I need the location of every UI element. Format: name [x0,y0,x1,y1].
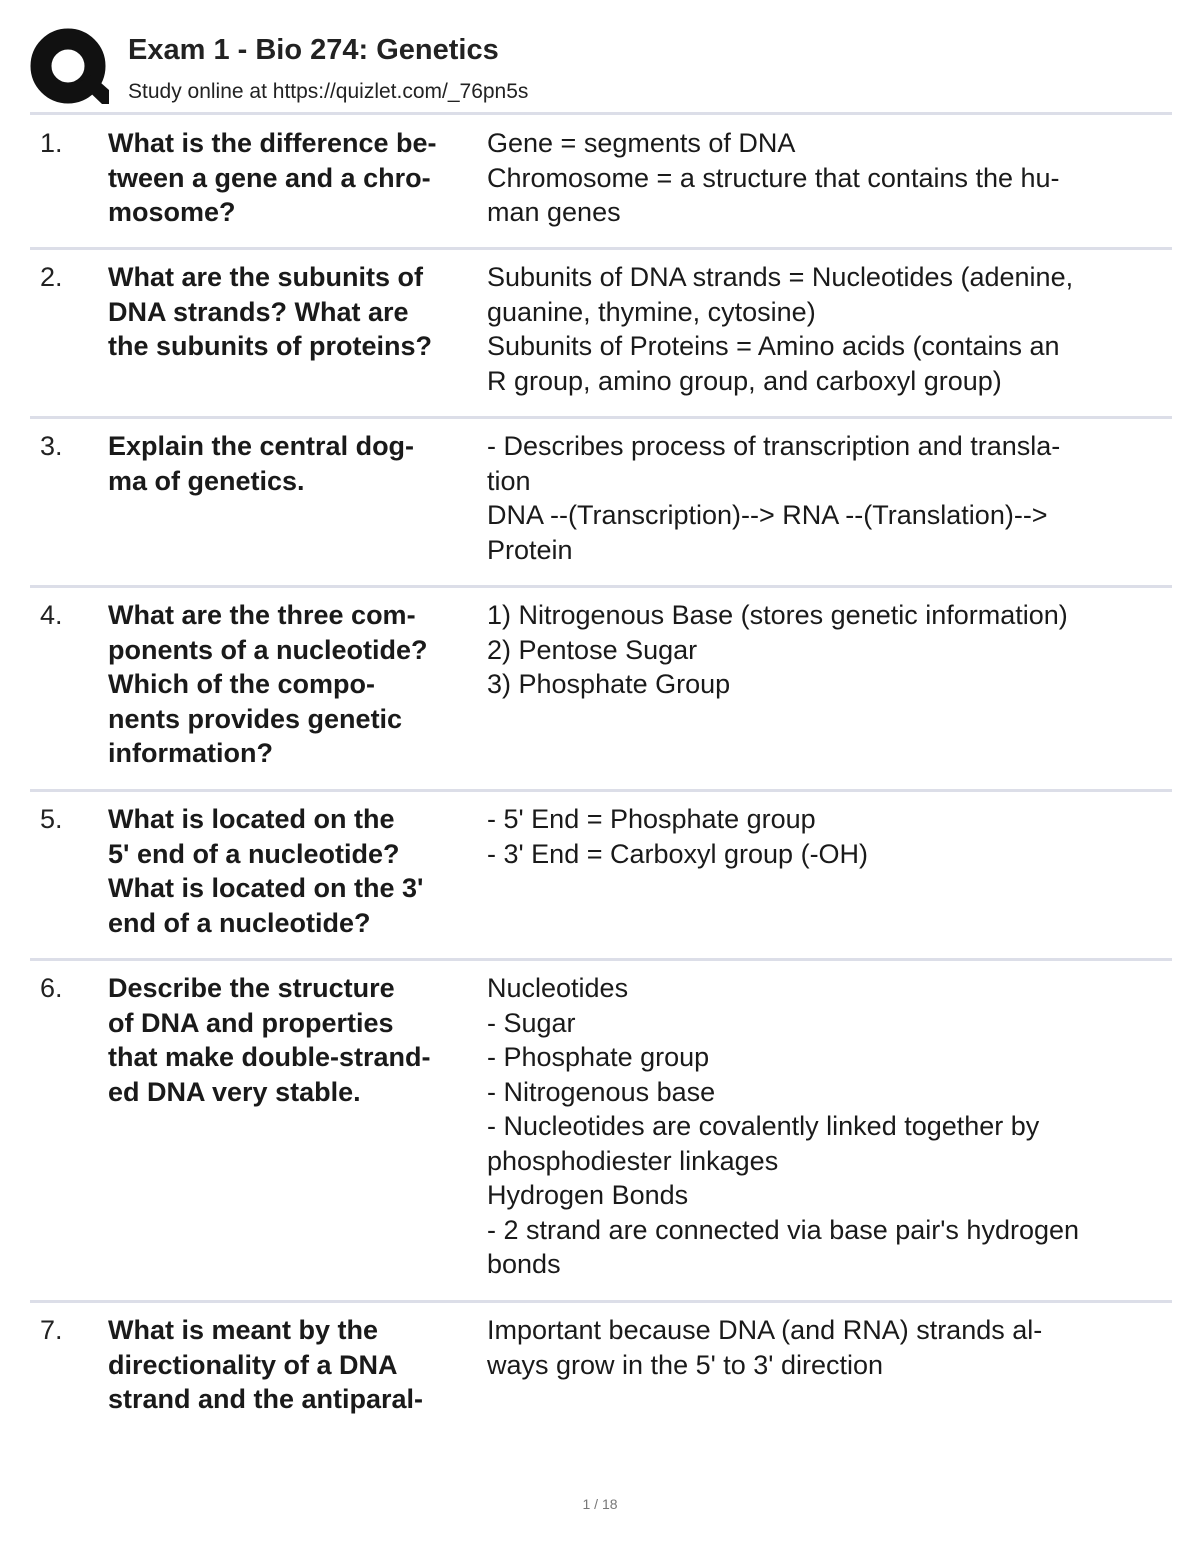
flashcard-row [30,1313,1172,1423]
term-line: tween a gene and a chro- [108,162,431,193]
definition-line: - 5' End = Phosphate group [487,804,816,834]
term-line: mosome? [108,197,236,227]
definition-line: DNA --(Transcription)--> RNA --(Translation)--> [487,500,1048,530]
term-line: strand and the antiparal- [108,1384,424,1414]
definition-line: Important because DNA (and RNA) strands al- [487,1315,1043,1345]
definition-line: Nucleotides [487,973,629,1003]
term-line: ponents of a nucleotide? [108,634,428,665]
term-line: information? [108,738,273,768]
definition-line: - Phosphate group [487,1042,710,1072]
term-line: What is located on the [108,804,395,834]
definition-line: Protein [487,534,573,565]
definition-line: R group, amino group, and carboxyl group) [487,365,1002,396]
card-term [108,260,480,364]
card-term [108,1313,480,1417]
card-definition [487,971,1177,1282]
quizlet-logo-icon [30,28,110,108]
flashcard-row [30,429,1172,588]
term-line: What is located on the 3' [108,873,424,903]
term-line: ma of genetics. [108,465,305,496]
card-definition [487,802,1177,871]
card-number: 4. [40,600,63,630]
term-line: What is meant by the [108,1315,379,1345]
card-number: 7. [40,1315,63,1345]
term-line: What are the three com- [108,600,416,630]
card-term [108,802,480,940]
term-line: DNA strands? What are [108,296,409,327]
definition-line: 3) Phosphate Group [487,669,731,699]
definition-line: - Nucleotides are covalently linked together by [487,1111,1040,1141]
flashcard-row [30,598,1172,792]
definition-line: - Sugar [487,1007,576,1038]
card-number: 2. [40,262,63,292]
header-divider [30,112,1172,115]
definition-line: 1) Nitrogenous Base (stores genetic information) [487,600,1068,630]
term-line: Describe the structure [108,973,395,1003]
card-term [108,971,480,1109]
term-line: nents provides genetic [108,703,403,734]
document-subtitle: Study online at https://quizlet.com/_76pn5s [128,80,529,103]
card-definition [487,260,1177,398]
card-definition [487,598,1177,702]
definition-line: man genes [487,197,621,227]
definition-line: - 3' End = Carboxyl group (-OH) [487,838,869,869]
document-title: Exam 1 - Bio 274: Genetics [128,34,499,66]
card-number: 5. [40,804,63,834]
term-line: that make double-strand- [108,1042,431,1072]
term-line: Explain the central dog- [108,431,415,461]
term-line: ed DNA very stable. [108,1076,361,1107]
definition-line: 2) Pentose Sugar [487,634,698,665]
card-definition [487,429,1177,567]
definition-line: tion [487,465,531,496]
definition-line: Gene = segments of DNA [487,128,796,158]
definition-line: - 2 strand are connected via base pair's hydrogen [487,1214,1080,1245]
flashcard-row [30,260,1172,419]
page-number: 1 / 18 [582,1496,618,1512]
definition-line: bonds [487,1249,561,1279]
term-line: What is the difference be- [108,128,437,158]
definition-line: Subunits of DNA strands = Nucleotides (adenine, [487,262,1074,292]
term-line: of DNA and properties [108,1007,394,1038]
term-line: end of a nucleotide? [108,907,371,938]
card-number: 6. [40,973,63,1003]
card-number: 3. [40,431,63,461]
card-number: 1. [40,128,63,158]
card-definition [487,126,1177,230]
definition-line: - Describes process of transcription and transla- [487,431,1061,461]
definition-line: - Nitrogenous base [487,1076,716,1107]
card-term [108,598,480,771]
definition-line: guanine, thymine, cytosine) [487,296,816,327]
term-line: 5' end of a nucleotide? [108,838,400,869]
flashcard-row [30,802,1172,961]
definition-line: phosphodiester linkages [487,1145,779,1176]
term-line: the subunits of proteins? [108,331,432,361]
definition-line: Subunits of Proteins = Amino acids (contains an [487,331,1060,361]
term-line: Which of the compo- [108,669,375,699]
definition-line: Chromosome = a structure that contains the hu- [487,162,1060,193]
term-line: directionality of a DNA [108,1349,398,1380]
card-term [108,429,480,498]
page-header [30,28,1170,108]
flashcard-row [30,126,1172,250]
term-line: What are the subunits of [108,262,424,292]
definition-line: Hydrogen Bonds [487,1180,689,1210]
definition-line: ways grow in the 5' to 3' direction [487,1349,884,1380]
card-term [108,126,480,230]
card-definition [487,1313,1177,1382]
flashcard-row [30,971,1172,1303]
